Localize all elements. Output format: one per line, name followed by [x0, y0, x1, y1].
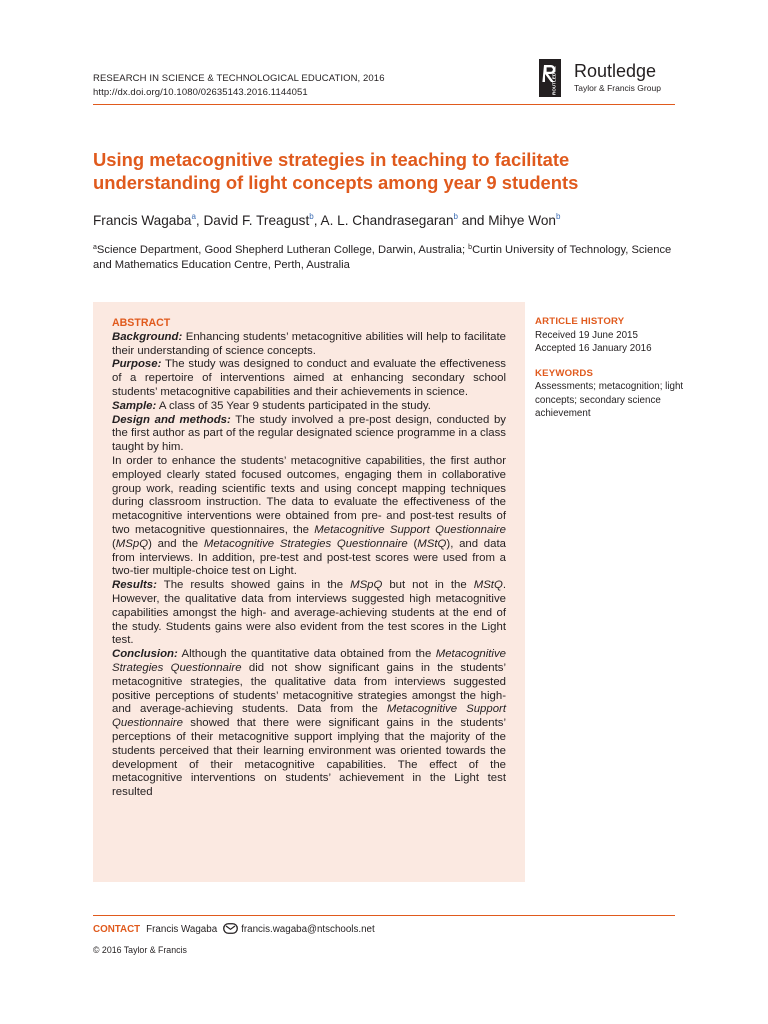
affiliation-mark[interactable]: b: [453, 212, 458, 221]
paragraph-text: (: [407, 537, 418, 550]
abstract-results: [112, 579, 506, 648]
article-title: Using metacognitive strategies in teaching to facilitate understanding of light concepts among year 9 students: [93, 149, 579, 193]
email-icon: [223, 923, 238, 934]
history-heading: ARTICLE HISTORY: [535, 316, 625, 327]
contact-line: [93, 922, 375, 938]
author-list: [93, 212, 693, 230]
journal-header: [93, 72, 385, 100]
questionnaire-abbr: MSpQ: [115, 537, 149, 550]
affiliation-mark[interactable]: b: [309, 212, 314, 221]
affiliation-b: Curtin University of Technology, Science and Mathematics Education Centre, Perth, Australia: [93, 244, 672, 271]
section-label: Background:: [112, 330, 183, 343]
affiliation-mark[interactable]: a: [191, 212, 196, 221]
paragraph-text: but not in the: [382, 579, 474, 592]
abstract-sample: [112, 400, 506, 414]
paragraph-text: ), and data from interviews. In addition, pre-test and post-test scores were used from a two-tier multiple-choice test on Light.: [112, 537, 506, 578]
contact-name: Francis Wagaba: [146, 924, 218, 935]
paragraph-text: The study involved a pre-post design, conducted by the first author as part of the regular designated science programme in a class taught by him.: [112, 413, 506, 454]
section-label: Results:: [112, 579, 157, 592]
questionnaire-name: Metacognitive Strategies Questionnaire: [203, 537, 408, 550]
paragraph-text: The study was designed to conduct and evaluate the effectiveness of a repertoire of interventions aimed at enhancing secondary school students’ metacognitive capabilities and their achievements in science.: [112, 358, 506, 398]
author-separator: and: [458, 213, 489, 228]
keywords-heading: KEYWORDS: [535, 367, 594, 379]
paragraph-text: (: [112, 537, 116, 550]
section-label: Conclusion:: [112, 648, 178, 661]
footer-divider: [93, 915, 675, 916]
publisher-name: Routledge: [574, 61, 657, 81]
keywords-block: [535, 367, 685, 421]
section-label: Design and methods:: [112, 413, 231, 426]
affiliations: [93, 243, 693, 273]
publisher-logo: [539, 59, 679, 99]
journal-name: RESEARCH IN SCIENCE & TECHNOLOGICAL EDUCATION, 2016: [93, 73, 385, 84]
abstract-design: [112, 414, 506, 455]
abstract-text: [112, 317, 506, 800]
contact-email[interactable]: francis.wagaba@ntschools.net: [241, 924, 375, 935]
received-date: Received 19 June 2015: [535, 329, 638, 341]
paragraph-text: A class of 35 Year 9 students participated in the study.: [156, 399, 431, 412]
abstract-background: [112, 331, 506, 359]
author-separator: ,: [313, 213, 321, 228]
affiliation-a-mark: a: [93, 244, 97, 251]
affiliation-b-mark: b: [468, 244, 473, 251]
paragraph-text: The results showed gains in the: [156, 579, 351, 592]
abstract-box: [93, 302, 525, 882]
section-label: Purpose:: [112, 358, 162, 371]
questionnaire-abbr: MSpQ: [350, 579, 383, 592]
author-name[interactable]: A. L. Chandrasegaran: [320, 213, 454, 228]
questionnaire-abbr: MStQ: [473, 579, 503, 592]
copyright-notice: © 2016 Taylor & Francis: [93, 945, 187, 955]
author-name[interactable]: Francis Wagaba: [93, 213, 192, 228]
questionnaire-abbr: MStQ: [417, 537, 447, 550]
author-separator: ,: [195, 213, 204, 228]
doi-link[interactable]: http://dx.doi.org/10.1080/02635143.2016.1144051: [93, 87, 308, 98]
abstract-conclusion: [112, 648, 506, 800]
paragraph-text: Although the quantitative data obtained from the: [177, 648, 436, 661]
paragraph-text: showed that there were significant gains in the students’ perceptions of their metacognitive support implying that the majority of the students perceived that their learning environment was oriented towards the development of their metacognitive capabilities. The effect of the metacognitive interventions on students’ achievement in the Light test resulted: [112, 717, 506, 799]
questionnaire-name: Metacognitive Support Questionnaire: [112, 703, 506, 730]
publisher-subtitle: Taylor & Francis Group: [574, 83, 661, 93]
article-sidebar: [535, 315, 685, 432]
abstract-purpose: [112, 358, 506, 399]
abstract-methods: [112, 455, 506, 579]
keywords-list: Assessments; metacognition; light concepts; secondary science achievement: [535, 381, 684, 419]
contact-label: CONTACT: [93, 924, 141, 935]
logo-vertical-text: ROUTLEDGE: [551, 66, 557, 95]
header-divider: [93, 104, 675, 105]
abstract-heading: ABSTRACT: [112, 317, 171, 329]
questionnaire-name: Metacognitive Support Questionnaire: [314, 523, 506, 536]
article-history: [535, 315, 685, 356]
questionnaire-name: Metacognitive Strategies Questionnaire: [112, 648, 506, 674]
accepted-date: Accepted 16 January 2016: [535, 343, 652, 354]
paragraph-text: In order to enhance the students’ metacognitive capabilities, the first author employed clearly stated focused outcomes, engaging them in collaborative group work, reading scientific texts and using concept mapping techniques during classroom instruction. The data to evaluate the effectiveness of the metacognitive interventions were obtained from pre- and post-test results of two metacognitive questionnaires, the: [112, 454, 506, 536]
paragraph-text: . However, the qualitative data from interviews suggested high metacognitive capabilities amongst the high- and average-achieving students at the end of the study. Students gains were also evident from the test scores in the Light test.: [112, 579, 506, 647]
paragraph-text: ) and the: [148, 537, 204, 550]
paragraph-text: did not show significant gains in the students’ metacognitive strategies, the qualitative data from interviews suggested positive perceptions of students’ metacognitive strategies amongst the high- and average-achieving students. Data from the: [112, 661, 506, 716]
author-name[interactable]: Mihye Won: [488, 213, 556, 228]
paragraph-text: Enhancing students’ metacognitive abilities will help to facilitate their understanding of science concepts.: [112, 330, 506, 357]
affiliation-a: Science Department, Good Shepherd Lutheran College, Darwin, Australia;: [96, 244, 469, 256]
section-label: Sample:: [112, 399, 157, 412]
routledge-logo-icon: [539, 59, 561, 97]
author-name[interactable]: David F. Treagust: [203, 213, 310, 228]
affiliation-mark[interactable]: b: [555, 212, 561, 221]
